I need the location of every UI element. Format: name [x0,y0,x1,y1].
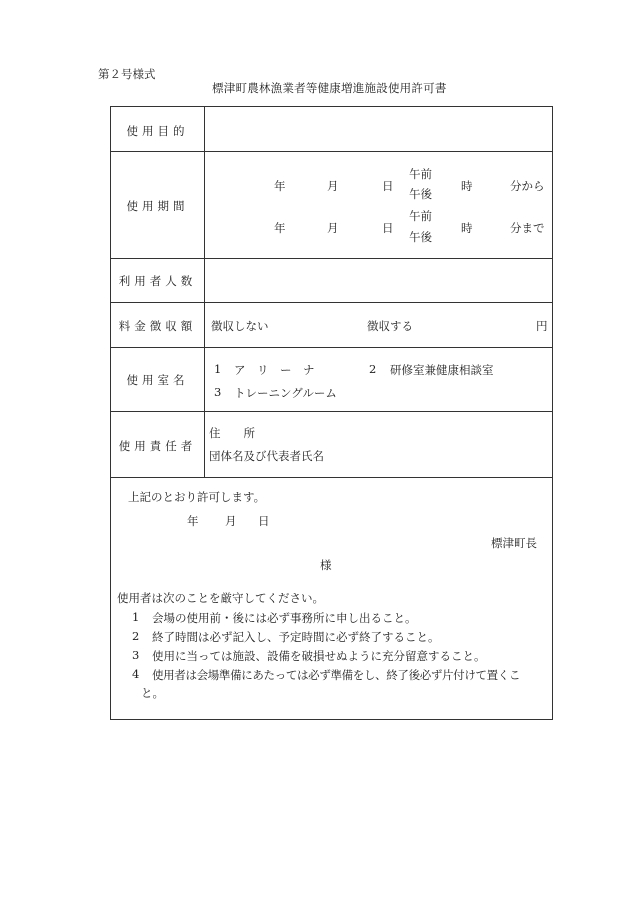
users-label: 利用者人数 [118,274,197,288]
room-1-number: 1 [214,362,222,376]
end-month: 月 [327,221,339,235]
room-3-number: 3 [214,385,222,399]
start-pm: 午後 [409,187,432,201]
fee-yen: 円 [536,319,548,333]
purpose-label: 使用目的 [126,124,189,138]
group-label: 団体名及び代表者氏名 [209,449,324,463]
document-title: 標津町農林漁業者等健康増進施設使用許可書 [212,81,447,95]
approval-year: 年 [187,514,199,528]
mayor-title: 標津町長 [491,536,537,550]
period-label: 使用期間 [126,199,189,213]
fee-charge: 徴収する [367,319,413,333]
form-number: 第２号様式 [98,67,156,81]
start-year: 年 [274,179,286,193]
address-label: 住 所 [209,426,255,440]
note-2-number: 2 [132,629,140,643]
row-divider [111,151,552,152]
notes-intro: 使用者は次のことを厳守してください。 [117,591,324,605]
row-divider [111,477,552,478]
row-divider [111,411,552,412]
permit-form [110,106,553,720]
room-3-name: トレーニングルーム [234,386,337,400]
note-4-number: 4 [132,667,140,681]
approval-text: 上記のとおり許可します。 [128,490,266,504]
honorific: 様 [320,558,332,572]
note-3-text: 使用に当っては施設、設備を破損せぬように充分留意すること。 [152,649,486,663]
rooms-label: 使用室名 [126,373,189,387]
note-4-continuation: と。 [141,686,164,700]
room-1-name: ア リ ー ナ [234,363,315,377]
note-1-text: 会場の使用前・後には必ず事務所に申し出ること。 [152,611,417,625]
end-year: 年 [274,221,286,235]
note-1-number: 1 [132,610,140,624]
start-month: 月 [327,179,339,193]
note-2-text: 終了時間は必ず記入し、予定時間に必ず終了すること。 [152,630,440,644]
start-hour: 時 [461,179,473,193]
approval-month: 月 [225,514,237,528]
approval-day: 日 [258,514,270,528]
start-am: 午前 [409,167,432,181]
end-hour: 時 [461,221,473,235]
end-pm: 午後 [409,230,432,244]
fee-no-charge: 徴収しない [211,319,269,333]
start-day: 日 [382,179,394,193]
row-divider [111,258,552,259]
note-3-number: 3 [132,648,140,662]
end-suffix: 分まで [510,221,545,235]
row-divider [111,347,552,348]
room-2-number: 2 [369,362,377,376]
column-divider [204,107,205,477]
start-suffix: 分から [510,179,545,193]
end-am: 午前 [409,209,432,223]
responsible-label: 使用責任者 [118,439,197,453]
room-2-name: 研修室兼健康相談室 [390,363,494,377]
end-day: 日 [382,221,394,235]
note-4-text: 使用者は会場準備にあたっては必ず準備をし、終了後必ず片付けて置くこ [152,668,521,682]
fee-label: 料金徴収額 [118,319,197,333]
row-divider [111,302,552,303]
